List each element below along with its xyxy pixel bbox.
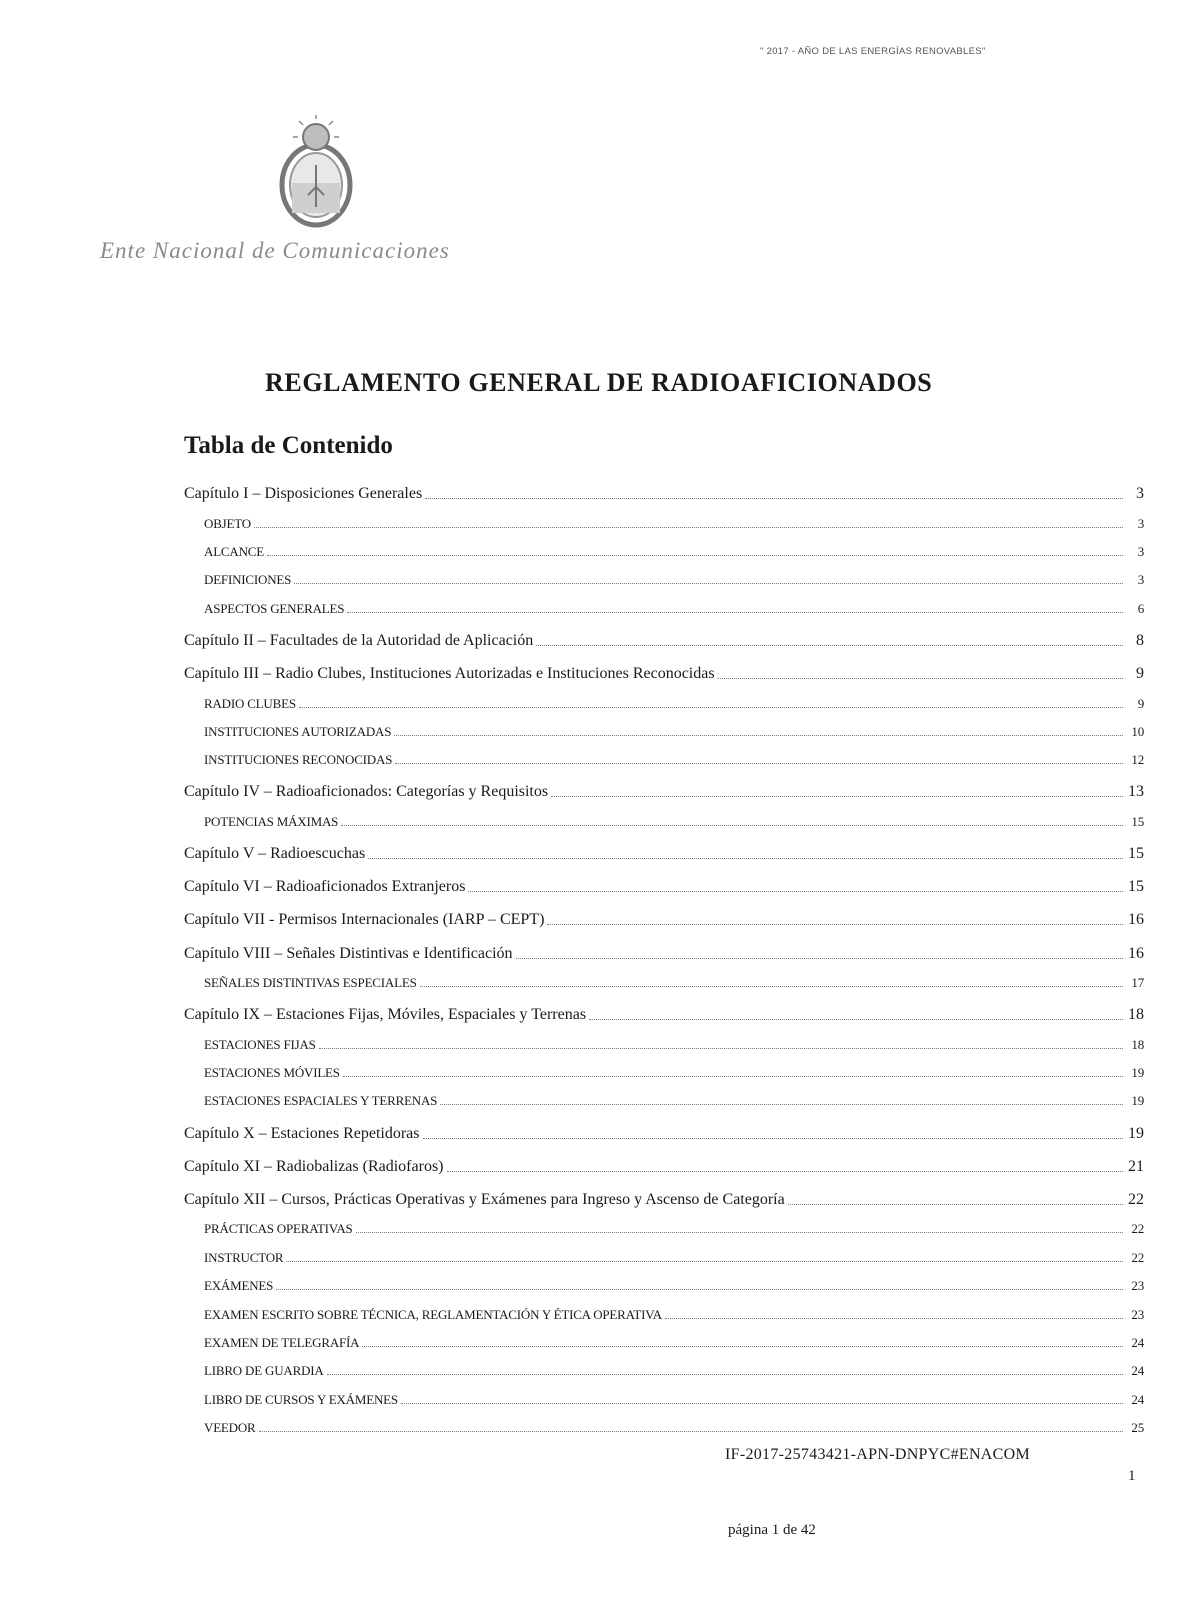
toc-entry-page: 16	[1128, 911, 1144, 929]
toc-entry-label: LIBRO DE CURSOS Y EXÁMENES	[204, 1391, 398, 1407]
toc-section-entry[interactable]	[184, 1028, 1144, 1056]
toc-dot-leader	[589, 1019, 1123, 1020]
toc-entry-page: 18	[1128, 1006, 1144, 1024]
toc-dot-leader	[547, 924, 1123, 925]
table-of-contents	[184, 474, 1144, 1440]
document-id: IF-2017-25743421-APN-DNPYC#ENACOM	[725, 1446, 1031, 1463]
toc-section-entry[interactable]	[184, 1298, 1144, 1326]
toc-entry-page: 22	[1128, 1190, 1144, 1208]
toc-section-entry[interactable]	[184, 1270, 1144, 1298]
toc-entry-page: 15	[1128, 845, 1144, 863]
toc-chapter-entry[interactable]	[184, 933, 1144, 966]
toc-chapter-entry[interactable]	[184, 834, 1144, 867]
toc-entry-page: 25	[1131, 1420, 1144, 1436]
toc-section-entry[interactable]	[184, 744, 1144, 772]
toc-dot-leader	[347, 612, 1123, 613]
toc-entry-label: Capítulo I – Disposiciones Generales	[184, 485, 423, 503]
toc-section-entry[interactable]	[184, 967, 1144, 995]
toc-entry-page: 23	[1131, 1278, 1144, 1294]
toc-entry-page: 17	[1131, 975, 1144, 991]
toc-entry-label: SEÑALES DISTINTIVAS ESPECIALES	[204, 975, 417, 991]
toc-section-entry[interactable]	[184, 1355, 1144, 1383]
toc-dot-leader	[286, 1261, 1123, 1262]
toc-dot-leader	[341, 825, 1123, 826]
toc-dot-leader	[447, 1171, 1124, 1172]
toc-entry-label: Capítulo III – Radio Clubes, Instituciones Autorizadas e Instituciones Reconocidas	[184, 665, 715, 683]
toc-entry-page: 24	[1131, 1334, 1144, 1350]
toc-entry-label: POTENCIAS MÁXIMAS	[204, 813, 339, 829]
toc-entry-label: VEEDOR	[204, 1420, 256, 1436]
toc-chapter-entry[interactable]	[184, 867, 1144, 900]
toc-section-entry[interactable]	[184, 507, 1144, 535]
toc-entry-label: Capítulo V – Radioescuchas	[184, 845, 366, 863]
toc-entry-label: ESTACIONES FIJAS	[204, 1036, 316, 1052]
toc-entry-label: Capítulo VIII – Señales Distintivas e Identificación	[184, 944, 513, 962]
toc-dot-leader	[788, 1204, 1123, 1205]
toc-section-entry[interactable]	[184, 716, 1144, 744]
toc-entry-label: ASPECTOS GENERALES	[204, 600, 345, 616]
toc-dot-leader	[516, 958, 1123, 959]
toc-dot-leader	[394, 735, 1123, 736]
toc-dot-leader	[362, 1346, 1123, 1347]
toc-dot-leader	[551, 796, 1123, 797]
toc-dot-leader	[368, 858, 1123, 859]
toc-dot-leader	[343, 1076, 1123, 1077]
toc-dot-leader	[294, 583, 1123, 584]
toc-entry-label: Capítulo IV – Radioaficionados: Categorías y Requisitos	[184, 783, 549, 801]
toc-entry-label: ESTACIONES MÓVILES	[204, 1064, 340, 1080]
toc-heading: Tabla de Contenido	[184, 432, 393, 459]
toc-entry-label: INSTITUCIONES RECONOCIDAS	[204, 752, 393, 768]
toc-entry-page: 22	[1131, 1221, 1144, 1237]
toc-section-entry[interactable]	[184, 805, 1144, 833]
toc-dot-leader	[327, 1374, 1123, 1375]
toc-dot-leader	[420, 986, 1123, 987]
toc-section-entry[interactable]	[184, 1085, 1144, 1113]
toc-dot-leader	[468, 891, 1123, 892]
document-title: REGLAMENTO GENERAL DE RADIOAFICIONADOS	[265, 368, 933, 397]
toc-chapter-entry[interactable]	[184, 772, 1144, 805]
toc-entry-label: EXAMEN DE TELEGRAFÍA	[204, 1334, 360, 1350]
toc-section-entry[interactable]	[184, 564, 1144, 592]
toc-section-entry[interactable]	[184, 1327, 1144, 1355]
toc-chapter-entry[interactable]	[184, 995, 1144, 1028]
toc-chapter-entry[interactable]	[184, 654, 1144, 687]
toc-entry-page: 15	[1128, 878, 1144, 896]
toc-entry-page: 16	[1128, 944, 1144, 962]
toc-entry-page: 19	[1128, 1124, 1144, 1142]
header-note: " 2017 - AÑO DE LAS ENERGÍAS RENOVABLES"	[760, 46, 986, 57]
organization-signature: Ente Nacional de Comunicaciones	[100, 238, 450, 263]
toc-entry-page: 9	[1137, 695, 1144, 711]
toc-entry-page: 23	[1131, 1306, 1144, 1322]
toc-entry-page: 24	[1131, 1363, 1144, 1379]
toc-entry-page: 12	[1131, 752, 1144, 768]
toc-entry-label: DEFINICIONES	[204, 572, 292, 588]
toc-chapter-entry[interactable]	[184, 474, 1144, 507]
toc-entry-page: 3	[1137, 515, 1144, 531]
toc-entry-label: Capítulo XII – Cursos, Prácticas Operativas y Exámenes para Ingreso y Ascenso de Categoría	[184, 1190, 785, 1208]
toc-dot-leader	[276, 1289, 1123, 1290]
toc-entry-label: Capítulo VI – Radioaficionados Extranjeros	[184, 878, 466, 896]
toc-dot-leader	[395, 763, 1123, 764]
toc-entry-label: INSTITUCIONES AUTORIZADAS	[204, 723, 392, 739]
toc-entry-page: 21	[1128, 1157, 1144, 1175]
toc-section-entry[interactable]	[184, 1383, 1144, 1411]
toc-chapter-entry[interactable]	[184, 621, 1144, 654]
toc-chapter-entry[interactable]	[184, 900, 1144, 933]
page-footer: página 1 de 42	[728, 1522, 816, 1538]
toc-entry-page: 24	[1131, 1391, 1144, 1407]
toc-entry-page: 18	[1131, 1036, 1144, 1052]
toc-dot-leader	[718, 678, 1123, 679]
toc-entry-page: 19	[1131, 1064, 1144, 1080]
toc-entry-label: PRÁCTICAS OPERATIVAS	[204, 1221, 353, 1237]
toc-dot-leader	[267, 555, 1123, 556]
toc-entry-page: 6	[1137, 600, 1144, 616]
toc-dot-leader	[423, 1138, 1123, 1139]
toc-entry-page: 22	[1131, 1249, 1144, 1265]
toc-entry-label: LIBRO DE GUARDIA	[204, 1363, 324, 1379]
toc-chapter-entry[interactable]	[184, 1147, 1144, 1180]
toc-entry-page: 3	[1136, 485, 1144, 503]
toc-entry-label: EXAMEN ESCRITO SOBRE TÉCNICA, REGLAMENTACIÓN Y ÉTICA OPERATIVA	[204, 1306, 662, 1322]
toc-entry-label: Capítulo XI – Radiobalizas (Radiofaros)	[184, 1157, 444, 1175]
toc-section-entry[interactable]	[184, 1412, 1144, 1440]
toc-section-entry[interactable]	[184, 1057, 1144, 1085]
toc-entry-label: Capítulo II – Facultades de la Autoridad de Aplicación	[184, 631, 534, 649]
toc-entry-page: 10	[1131, 723, 1144, 739]
toc-entry-label: Capítulo IX – Estaciones Fijas, Móviles, Espaciales y Terrenas	[184, 1006, 587, 1024]
toc-dot-leader	[259, 1431, 1123, 1432]
toc-entry-label: ESTACIONES ESPACIALES Y TERRENAS	[204, 1093, 438, 1109]
toc-entry-page: 3	[1137, 572, 1144, 588]
toc-dot-leader	[299, 707, 1123, 708]
toc-dot-leader	[536, 645, 1123, 646]
document-id-page-number: 1	[1128, 1468, 1136, 1484]
toc-entry-page: 19	[1131, 1093, 1144, 1109]
toc-dot-leader	[254, 527, 1123, 528]
toc-entry-page: 13	[1128, 783, 1144, 801]
toc-dot-leader	[356, 1232, 1123, 1233]
toc-dot-leader	[401, 1403, 1123, 1404]
toc-dot-leader	[665, 1318, 1123, 1319]
toc-section-entry[interactable]	[184, 536, 1144, 564]
toc-chapter-entry[interactable]	[184, 1180, 1144, 1213]
toc-dot-leader	[440, 1104, 1123, 1105]
toc-section-entry[interactable]	[184, 1241, 1144, 1269]
toc-entry-label: ALCANCE	[204, 543, 264, 559]
toc-entry-label: INSTRUCTOR	[204, 1249, 284, 1265]
toc-dot-leader	[319, 1048, 1123, 1049]
toc-entry-label: Capítulo X – Estaciones Repetidoras	[184, 1124, 420, 1142]
toc-entry-page: 9	[1136, 665, 1144, 683]
toc-entry-label: Capítulo VII - Permisos Internacionales (IARP – CEPT)	[184, 911, 545, 929]
toc-entry-page: 15	[1131, 813, 1144, 829]
toc-entry-label: EXÁMENES	[204, 1278, 274, 1294]
toc-dot-leader	[425, 498, 1123, 499]
toc-section-entry[interactable]	[184, 1213, 1144, 1241]
toc-section-entry[interactable]	[184, 592, 1144, 620]
toc-entry-label: RADIO CLUBES	[204, 695, 296, 711]
toc-entry-page: 3	[1137, 543, 1144, 559]
toc-entry-page: 8	[1136, 631, 1144, 649]
toc-entry-label: OBJETO	[204, 515, 251, 531]
coat-of-arms-seal-icon	[270, 115, 362, 233]
toc-chapter-entry[interactable]	[184, 1113, 1144, 1146]
toc-section-entry[interactable]	[184, 687, 1144, 715]
